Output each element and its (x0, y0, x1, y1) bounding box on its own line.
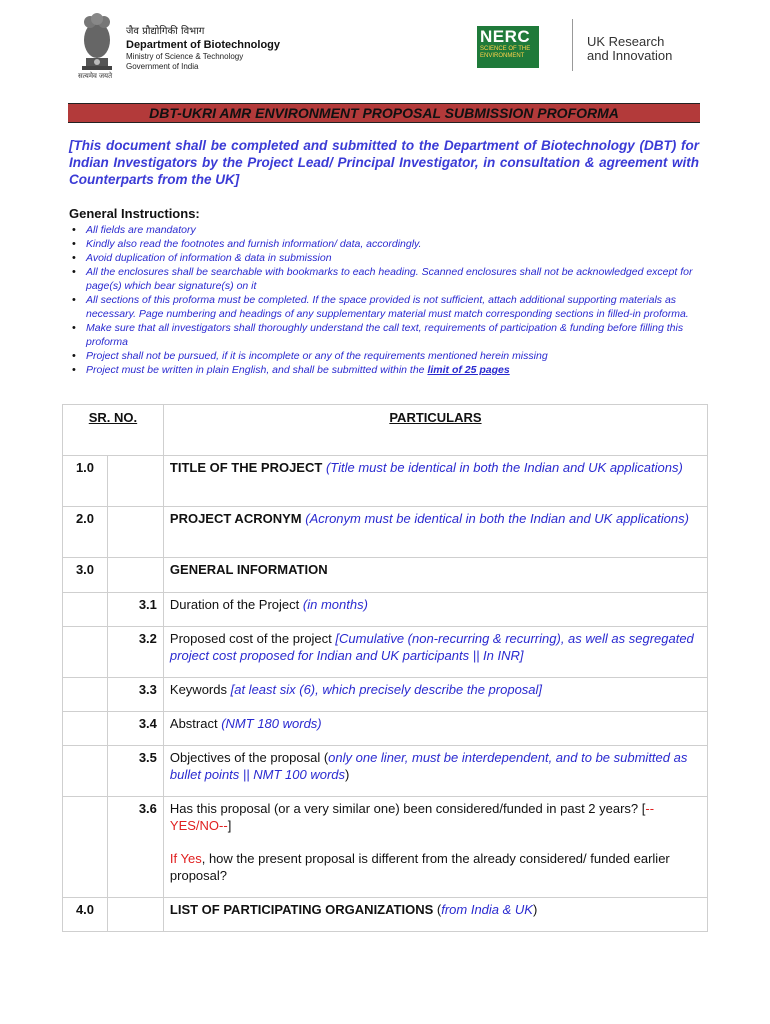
instruction-item: • All sections of this proforma must be completed. If the space provided is not sufficient, attach additional supporting materials as necessary. Page numbering and headings of any supplementary material must match corresponding sections in filled-in proforma. (72, 293, 702, 321)
field-open: ( (433, 902, 442, 917)
row-number (63, 746, 108, 797)
ministry-name: Ministry of Science & Technology (126, 52, 244, 61)
field-label: Proposed cost of the project (169, 631, 332, 646)
row-sub-number: 3.1 (107, 593, 163, 627)
row-sub-number (107, 507, 163, 558)
instruction-text: Project must be written in plain English, and shall be submitted within the (86, 364, 428, 376)
abstract-field[interactable] (163, 712, 707, 746)
row-sub-number: 3.2 (107, 627, 163, 678)
sr-no-header: SR. NO. (63, 405, 164, 456)
field-note: [at least six (6), which precisely describe the proposal] (230, 682, 543, 697)
field-label: LIST OF PARTICIPATING ORGANIZATIONS (169, 902, 434, 917)
row-number: 3.0 (63, 558, 108, 593)
nerc-logo (477, 26, 539, 68)
nerc-logo-text: NERC (480, 27, 531, 46)
government-name: Government of India (126, 62, 199, 71)
instruction-item: • All fields are mandatory (72, 223, 702, 237)
field-label: Objectives of the proposal ( (169, 750, 329, 765)
table-row (63, 678, 708, 712)
national-emblem-icon (72, 10, 122, 78)
nerc-tagline-1: SCIENCE OF THE (480, 46, 531, 52)
yes-no-choice[interactable]: --YES/NO-- (169, 801, 655, 833)
proposed-cost-field[interactable] (163, 627, 707, 678)
objectives-field[interactable] (163, 746, 707, 797)
instruction-item: • Avoid duplication of information & data in submission (72, 251, 702, 265)
field-label: Keywords (169, 682, 227, 697)
general-information-heading: GENERAL INFORMATION (163, 558, 707, 593)
field-label: Duration of the Project (169, 597, 300, 612)
instruction-item: • Make sure that all investigators shall thoroughly understand the call text, requirements of participation & funding before filling this proforma (72, 321, 702, 349)
row-number (63, 678, 108, 712)
page-limit-emphasis: limit of 25 pages (427, 364, 510, 376)
keywords-field[interactable] (163, 678, 707, 712)
ukri-logo (587, 35, 672, 63)
project-acronym-field[interactable] (163, 507, 707, 558)
instruction-item: • All the enclosures shall be searchable with bookmarks to each heading. Scanned enclosures shall not be acknowledged except for page(s) which bear signature(s) on it (72, 265, 702, 293)
difference-question (170, 850, 699, 884)
nerc-tagline-2: ENVIRONMENT (480, 53, 525, 59)
particulars-header: PARTICULARS (163, 405, 707, 456)
table-row (63, 593, 708, 627)
row-number (63, 712, 108, 746)
row-sub-number: 3.4 (107, 712, 163, 746)
field-close: ) (532, 902, 538, 917)
table-header-row (63, 405, 708, 456)
instruction-item (72, 363, 702, 377)
row-number: 4.0 (63, 898, 108, 932)
project-title-field[interactable] (163, 456, 707, 507)
row-number: 1.0 (63, 456, 108, 507)
instructions-list (72, 223, 702, 377)
row-sub-number: 3.3 (107, 678, 163, 712)
field-note: (Title must be identical in both the Indian and UK applications) (325, 460, 683, 475)
intro-note: [This document shall be completed and submitted to the Department of Biotechnology (DBT) for Indian Investigators by the Project Lead/ Principal Investigator, in consultation & agreement with Counterparts from the UK] (69, 138, 699, 187)
table-row (63, 627, 708, 678)
table-row (63, 507, 708, 558)
row-sub-number (107, 456, 163, 507)
field-label: Abstract (169, 716, 218, 731)
if-yes-label: If Yes (169, 851, 202, 866)
dbt-hindi-name: जैव प्रौद्योगिकी विभाग (126, 26, 205, 37)
instruction-item: • Kindly also read the footnotes and furnish information/ data, accordingly. (72, 237, 702, 251)
table-row (63, 558, 708, 593)
row-sub-number: 3.5 (107, 746, 163, 797)
table-row (63, 712, 708, 746)
row-number (63, 797, 108, 898)
field-note: [Cumulative (non-recurring & recurring), as well as segregated project cost proposed for Indian and UK participants || In INR] (169, 631, 694, 663)
letterhead (0, 0, 770, 95)
row-number (63, 627, 108, 678)
question-text: Has this proposal (or a very similar one) been considered/funded in past 2 years? [ (169, 801, 646, 816)
emblem-motto: सत्यमेव जयते (78, 73, 113, 80)
dbt-wordmark (126, 26, 280, 72)
table-row (63, 898, 708, 932)
row-sub-number: 3.6 (107, 797, 163, 898)
field-note: from India & UK (441, 902, 533, 917)
instructions-heading: General Instructions: (69, 206, 200, 221)
question-text: , how the present proposal is different from the already considered/ funded earlier proposal? (169, 851, 670, 883)
prior-funding-field[interactable] (163, 797, 707, 898)
question-close: ] (227, 818, 232, 833)
dbt-name: Department of Biotechnology (126, 39, 281, 51)
duration-field[interactable] (163, 593, 707, 627)
row-number (63, 593, 108, 627)
ukri-line-2: and Innovation (587, 48, 673, 63)
row-sub-number (107, 898, 163, 932)
table-row (63, 456, 708, 507)
instruction-item: • Project shall not be pursued, if it is incomplete or any of the requirements mentioned herein missing (72, 349, 702, 363)
document-title: DBT-UKRI AMR ENVIRONMENT PROPOSAL SUBMISSION PROFORMA (68, 103, 700, 123)
proposal-form-table (62, 404, 708, 932)
row-sub-number (107, 558, 163, 593)
table-row (63, 797, 708, 898)
field-note: (in months) (302, 597, 368, 612)
field-label: PROJECT ACRONYM (169, 511, 302, 526)
row-number: 2.0 (63, 507, 108, 558)
field-note: (Acronym must be identical in both the Indian and UK applications) (305, 511, 689, 526)
participating-organizations-field[interactable] (163, 898, 707, 932)
field-note: (NMT 180 words) (221, 716, 322, 731)
field-label: TITLE OF THE PROJECT (169, 460, 323, 475)
prior-funding-question (170, 800, 699, 834)
field-close: ) (345, 767, 350, 782)
ukri-line-1: UK Research (587, 34, 665, 49)
table-row (63, 746, 708, 797)
field-note: only one liner, must be interdependent, and to be submitted as bullet points || NMT 100 words (169, 750, 688, 782)
ukri-divider (572, 19, 573, 71)
